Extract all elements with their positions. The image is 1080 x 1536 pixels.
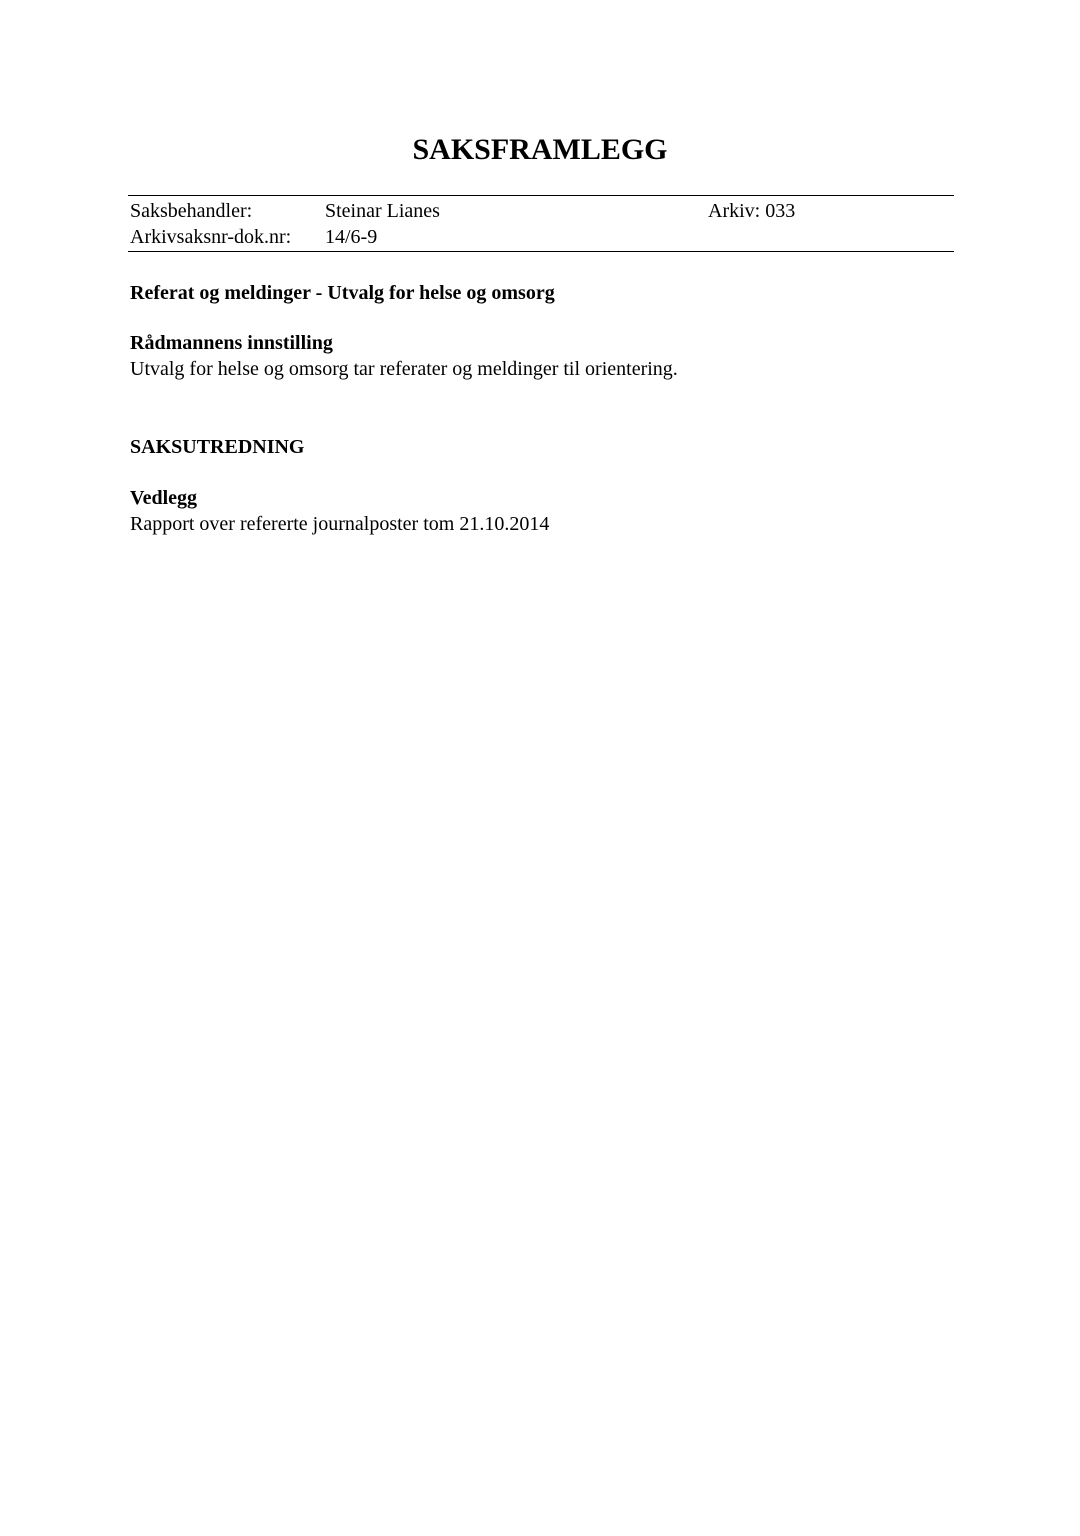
arkiv-code: Arkiv: 033 bbox=[708, 200, 796, 222]
innstilling-text: Utvalg for helse og omsorg tar referater og meldinger til orientering. bbox=[130, 358, 678, 380]
saksbehandler-value: Steinar Lianes bbox=[325, 200, 440, 222]
innstilling-heading: Rådmannens innstilling bbox=[130, 332, 333, 354]
case-subject: Referat og meldinger - Utvalg for helse og omsorg bbox=[130, 282, 555, 304]
header-bottom-rule bbox=[128, 251, 954, 252]
meta-row-arkivsaksnr bbox=[130, 224, 954, 250]
vedlegg-heading: Vedlegg bbox=[130, 487, 198, 509]
vedlegg-text: Rapport over refererte journalposter tom 21.10.2014 bbox=[130, 513, 550, 535]
document-title: SAKSFRAMLEGG bbox=[412, 133, 668, 166]
saksbehandler-label: Saksbehandler: bbox=[130, 200, 253, 222]
meta-row-saksbehandler bbox=[130, 198, 954, 224]
arkivsaksnr-label: Arkivsaksnr-dok.nr: bbox=[130, 226, 292, 248]
arkivsaksnr-value: 14/6-9 bbox=[325, 226, 378, 248]
header-top-rule bbox=[128, 195, 954, 196]
saksutredning-heading: SAKSUTREDNING bbox=[130, 436, 305, 458]
